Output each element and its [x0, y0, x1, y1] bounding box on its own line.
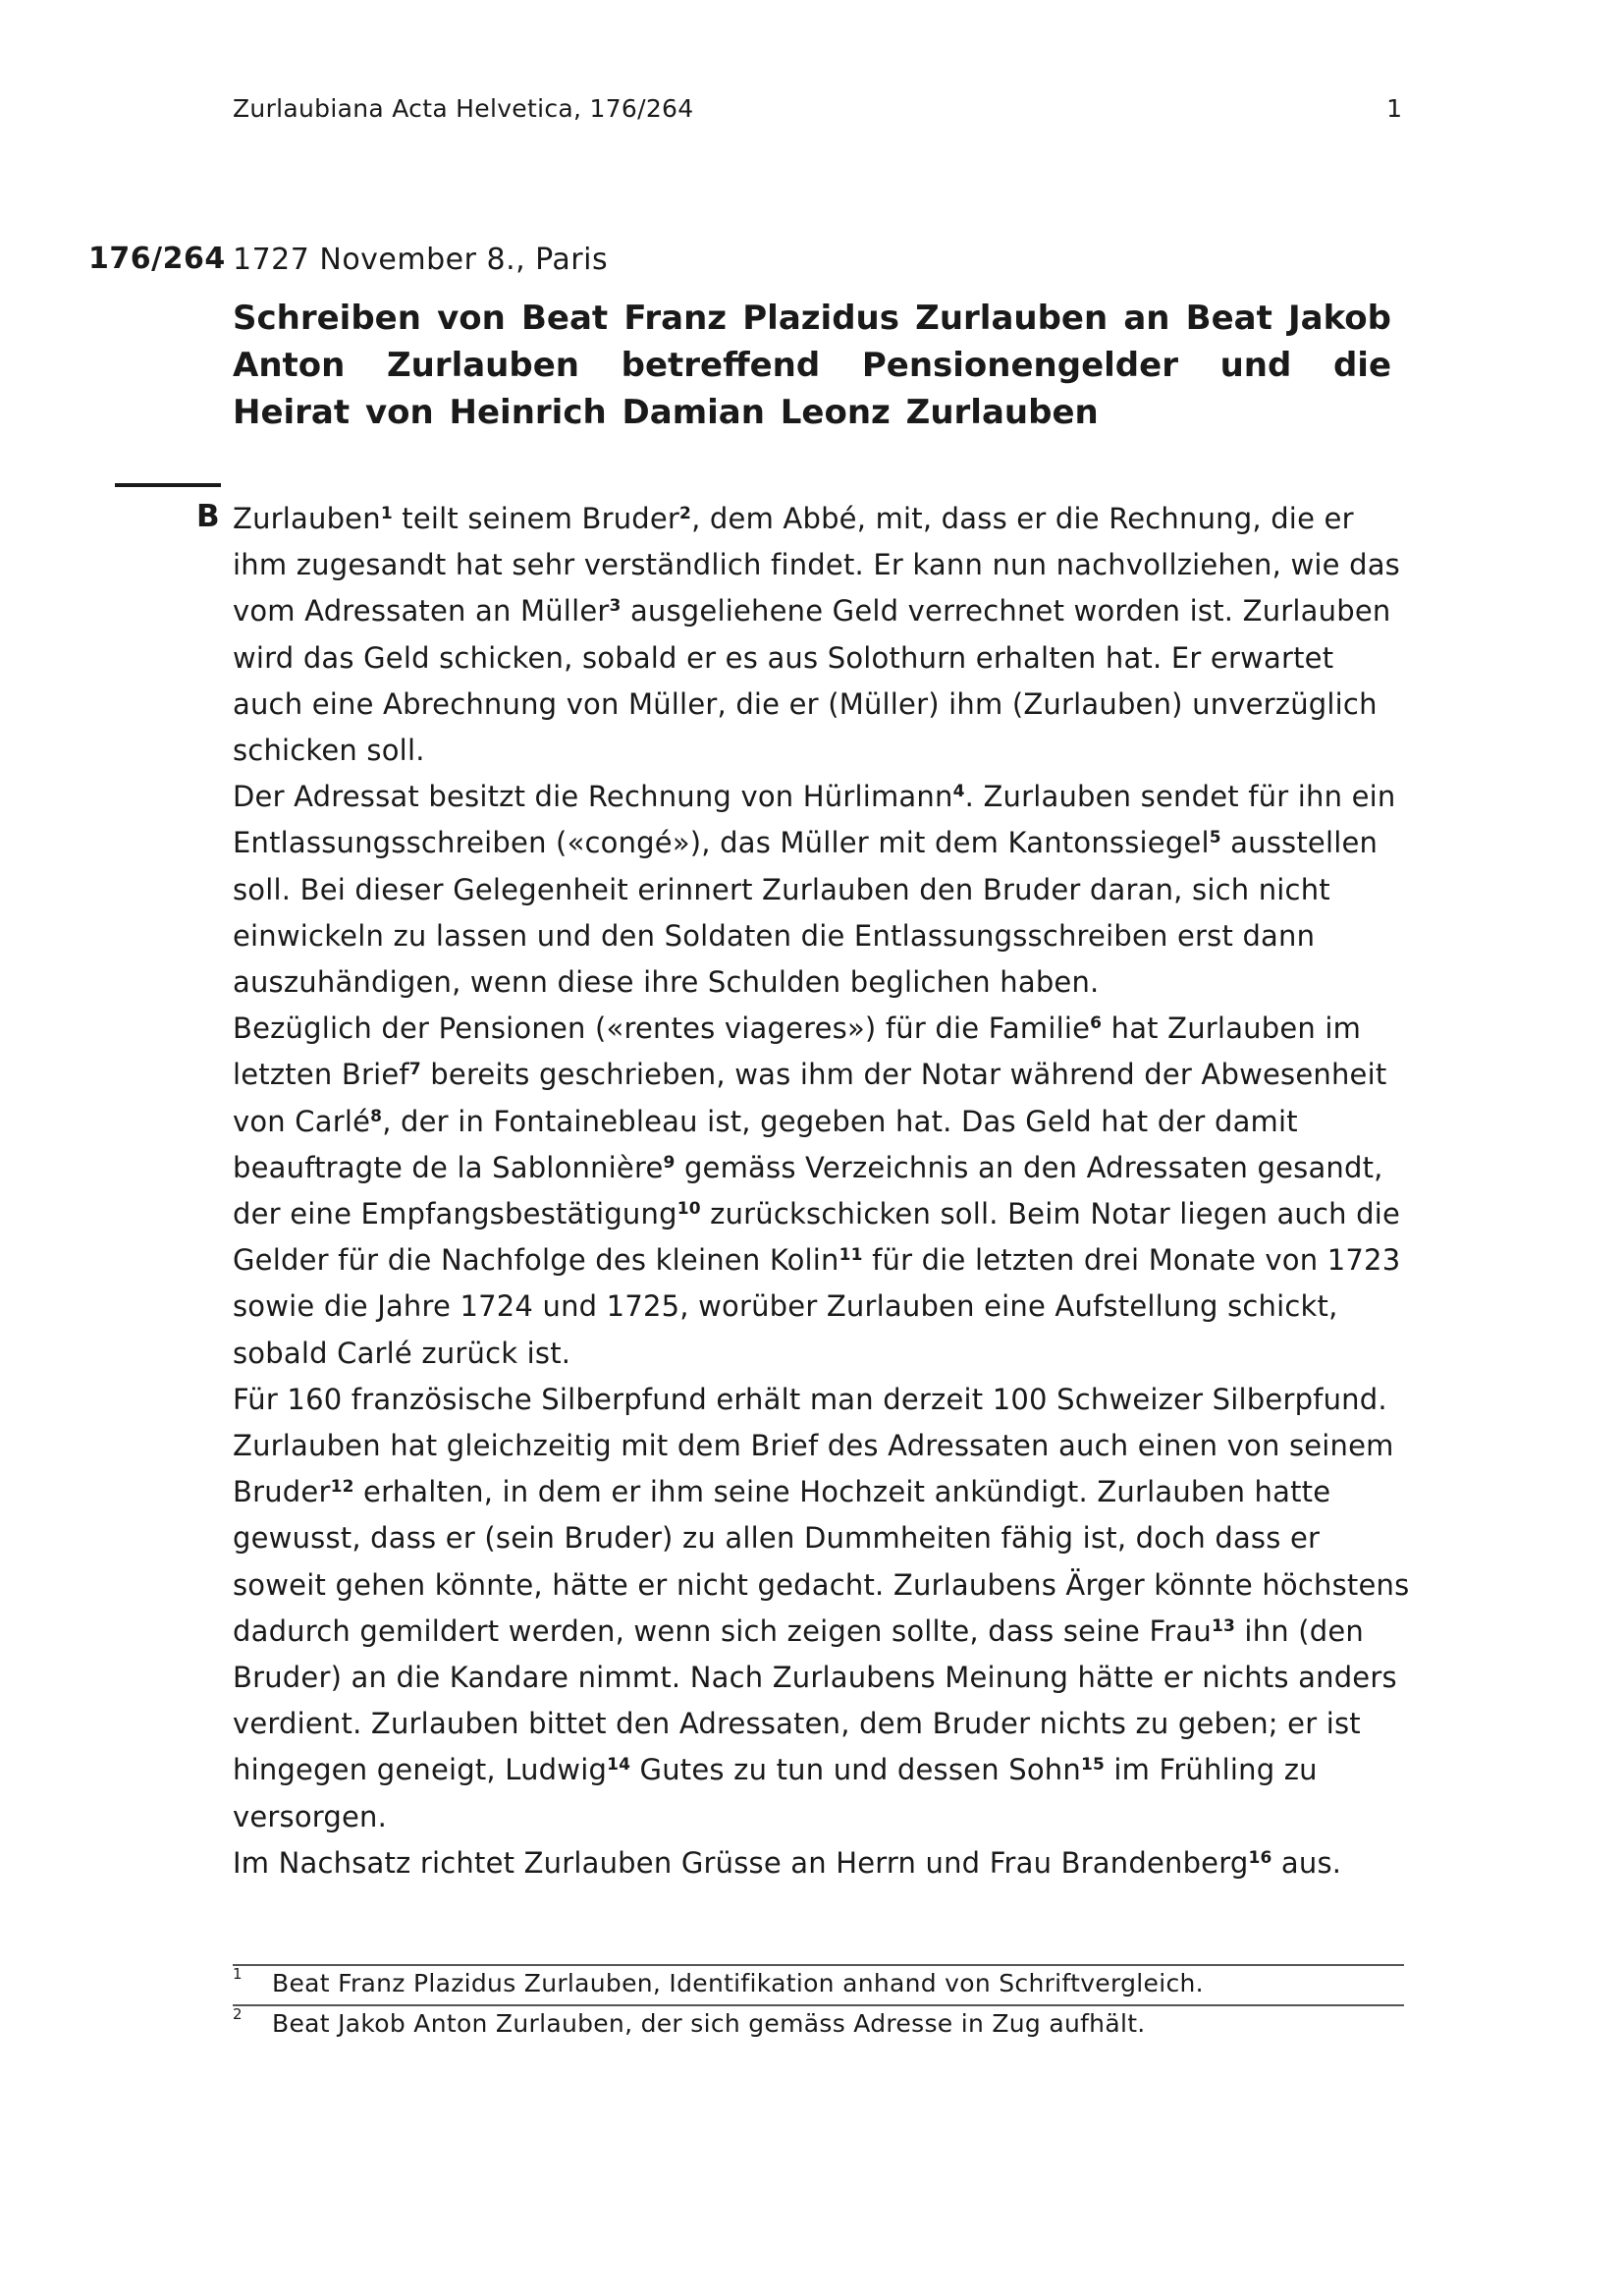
document-date-place: 1727 November 8., Paris	[233, 243, 609, 277]
footnote-ref-16[interactable]: 16	[1248, 1847, 1272, 1868]
footnote-ref-14[interactable]: 14	[607, 1755, 631, 1776]
footnote-ref-7[interactable]: 7	[408, 1060, 421, 1080]
footnote-ref-4[interactable]: 4	[952, 782, 965, 802]
footnote-ref-10[interactable]: 10	[676, 1199, 701, 1220]
footnote-ref-9[interactable]: 9	[663, 1152, 676, 1173]
section-rule	[115, 483, 221, 487]
footnote-ref-13[interactable]: 13	[1211, 1615, 1236, 1636]
page-number: 1	[1386, 94, 1402, 123]
document-title: Schreiben von Beat Franz Plazidus Zurlauben an Beat Jakob Anton Zurlauben betreffend Pensionengelder und die Heirat von Heinrich Damian Leonz Zurlauben	[233, 299, 1391, 432]
paragraph-3: Bezüglich der Pensionen («rentes viageres») für die Familie$^6$ hat Zurlauben im letzten Brief$^7$ bereits geschrieben, was ihm der Notar während der Abwesenheit von Carlé$^8$, der in Fontainebleau ist, gegeben hat. Das Geld hat der damit beauftragte de la Sablonnière$^9$ gemäss Verzeichnis an den Adressaten gesandt, der eine Empfangsbestätigung$^{10}$ zurückschicken soll. Beim Notar liegen auch die Gelder für die Nachfolge des kleinen Kolin$^{11}$ für die letzten drei Monate von 1723 sowie die Jahre 1724 und 1725, worüber Zurlauben eine Aufstellung schickt, sobald Carlé zurück ist.	[233, 1011, 1401, 1370]
footnote-ref-11[interactable]: 11	[839, 1245, 863, 1266]
document-number: 176/264	[88, 242, 226, 276]
paragraph-2: Der Adressat besitzt die Rechnung von Hürlimann$^4$. Zurlauben sendet für ihn ein Entlassungsschreiben («congé»), das Müller mit dem Kantonssiegel$^5$ ausstellen soll. Bei dieser Gelegenheit erinnert Zurlauben den Bruder daran, sich nicht einwickeln zu lassen und den Soldaten die Entlassungsschreiben erst dann auszuhändigen, wenn diese ihre Schulden beglichen haben.	[233, 780, 1396, 1000]
document-type-marker: B	[196, 499, 220, 534]
footnote-number: 2	[233, 2005, 243, 2023]
footnote-rule	[233, 1964, 1404, 1966]
footnote-ref-5[interactable]: 5	[1209, 828, 1221, 848]
footnote-rule	[233, 2004, 1404, 2006]
footnote-text: Beat Franz Plazidus Zurlauben, Identifikation anhand von Schriftvergleich.	[272, 1969, 1204, 1997]
regest-body	[233, 496, 1411, 1886]
footnote-ref-12[interactable]: 12	[330, 1477, 354, 1498]
running-header-title: Zurlaubiana Acta Helvetica, 176/264	[233, 94, 694, 123]
paragraph-4: Für 160 französische Silberpfund erhält man derzeit 100 Schweizer Silberpfund. Zurlauben hat gleichzeitig mit dem Brief des Adressaten auch einen von seinem Bruder$^{12}$ erhalten, in dem er ihm seine Hochzeit ankündigt. Zurlauben hatte gewusst, dass er (sein Bruder) zu allen Dummheiten fähig ist, doch dass er soweit gehen könnte, hätte er nicht gedacht. Zurlaubens Ärger könnte höchstens dadurch gemildert werden, wenn sich zeigen sollte, dass seine Frau$^{13}$ ihn (den Bruder) an die Kandare nimmt. Nach Zurlaubens Meinung hätte er nichts anders verdient. Zurlauben bittet den Adressaten, dem Bruder nichts zu geben; er ist hingegen geneigt, Ludwig$^{14}$ Gutes zu tun und dessen Sohn$^{15}$ im Frühling zu versorgen.	[233, 1382, 1410, 1833]
footnote-number: 1	[233, 1965, 243, 1983]
footnote-ref-1[interactable]: 1	[380, 504, 393, 523]
footnote-ref-2[interactable]: 2	[679, 504, 692, 523]
footnote-ref-3[interactable]: 3	[609, 596, 622, 617]
footnote-ref-6[interactable]: 6	[1090, 1013, 1103, 1034]
paragraph-5: Im Nachsatz richtet Zurlauben Grüsse an Herrn und Frau Brandenberg$^{16}$ aus.	[233, 1845, 1342, 1880]
footnote-ref-15[interactable]: 15	[1080, 1755, 1105, 1776]
paragraph-1: Zurlauben$^1$ teilt seinem Bruder$^2$, dem Abbé, mit, dass er die Rechnung, die er ihm zugesandt hat sehr verständlich findet. Er kann nun nachvollziehen, wie das vom Adressaten an Müller$^3$ ausgeliehene Geld verrechnet worden ist. Zurlauben wird das Geld schicken, sobald er es aus Solothurn erhalten hat. Er erwartet auch eine Abrechnung von Müller, die er (Müller) ihm (Zurlauben) unverzüglich schicken soll.	[233, 502, 1400, 768]
footnote-text: Beat Jakob Anton Zurlauben, der sich gemäss Adresse in Zug aufhält.	[272, 2009, 1146, 2038]
footnote-ref-8[interactable]: 8	[370, 1106, 383, 1126]
